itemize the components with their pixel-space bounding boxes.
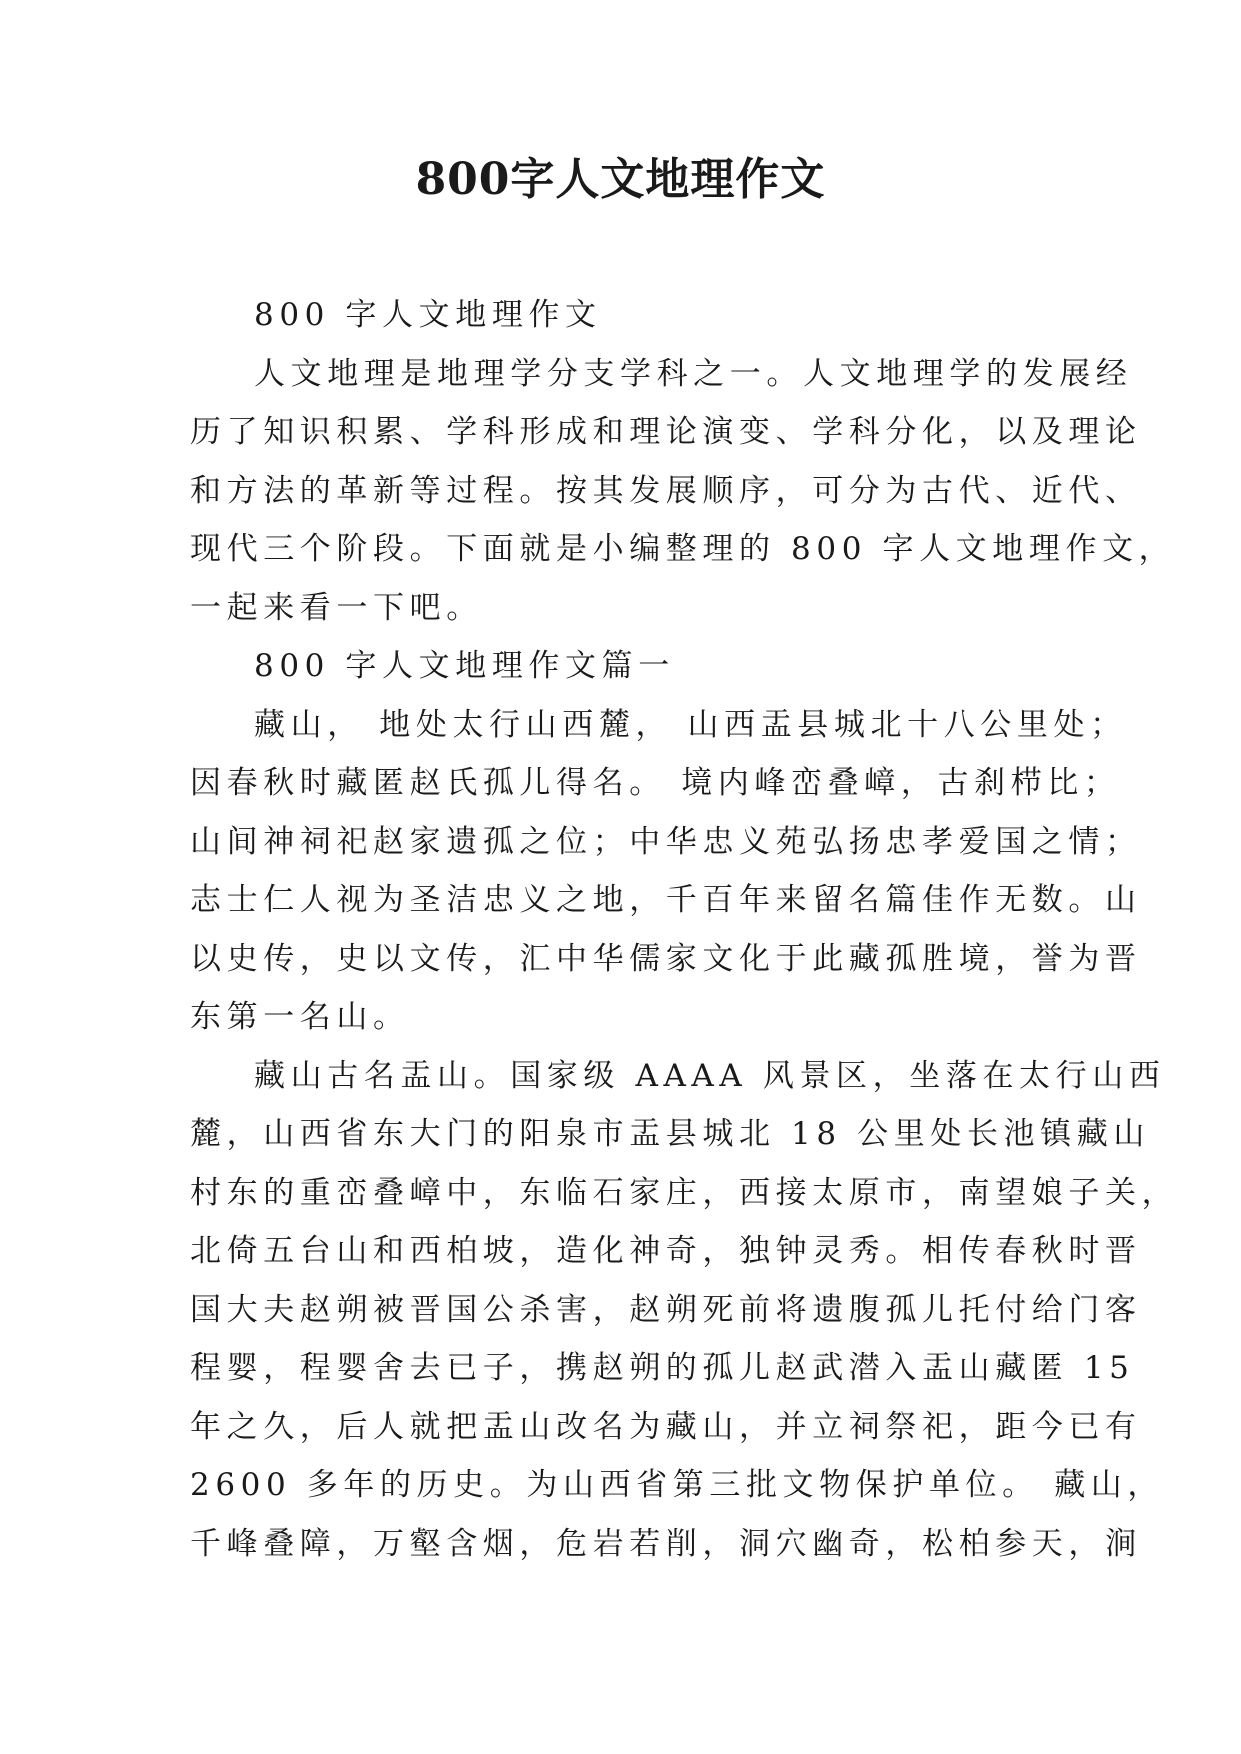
paragraph-line: 麓，山西省东大门的阳泉市盂县城北 18 公里处长池镇藏山 (190, 1116, 1150, 1152)
paragraph-line: 因春秋时藏匿赵氏孤儿得名。 境内峰峦叠嶂，古刹栉比； (190, 765, 1121, 801)
paragraph-line: 村东的重峦叠嶂中，东临石家庄，西接太原市，南望娘子关， (190, 1174, 1179, 1211)
section-heading-line: 800 字人文地理作文篇一 (254, 648, 675, 684)
paragraph-line: 东第一名山。 (190, 999, 410, 1035)
paragraph-line: 藏山， 地处太行山西麓， 山西盂县城北十八公里处； (254, 706, 1127, 743)
paragraph-line: 志士仁人视为圣洁忠义之地，千百年来留名篇佳作无数。山 (190, 882, 1142, 918)
paragraph-line: 以史传，史以文传，汇中华儒家文化于此藏孤胜境，誉为晋 (190, 940, 1142, 977)
document-body (190, 286, 1179, 1573)
paragraph-line: 人文地理是地理学分支学科之一。人文地理学的发展经 (254, 355, 1133, 392)
paragraph-line: 程婴，程婴舍去已子，携赵朔的孤儿赵武潜入盂山藏匿 15 (190, 1350, 1135, 1386)
paragraph-line: 北倚五台山和西柏坡，造化神奇，独钟灵秀。相传春秋时晋 (190, 1233, 1142, 1269)
paragraph-line: 山间神祠祀赵家遗孤之位；中华忠义苑弘扬忠孝爱国之情； (190, 823, 1142, 860)
paragraph-line: 一起来看一下吧。 (190, 589, 483, 626)
heading-line: 800 字人文地理作文 (254, 297, 602, 333)
paragraph-line: 2600 多年的历史。为山西省第三批文物保护单位。 藏山， (190, 1467, 1164, 1503)
paragraph-line: 和方法的革新等过程。按其发展顺序，可分为古代、近代、 (190, 472, 1142, 509)
paragraph-line: 年之久，后人就把盂山改名为藏山，并立祠祭祀，距今已有 (190, 1408, 1142, 1445)
paragraph-line: 藏山古名盂山。国家级 AAAA 风景区，坐落在太行山西 (254, 1057, 1166, 1094)
paragraph-line: 历了知识积累、学科形成和理论演变、学科分化，以及理论 (190, 414, 1142, 450)
paragraph-line: 现代三个阶段。下面就是小编整理的 800 字人文地理作文， (190, 531, 1176, 567)
paragraph-line: 千峰叠障，万壑含烟，危岩若削，洞穴幽奇，松柏参天，涧 (190, 1525, 1142, 1562)
document-title: 800字人文地理作文 (415, 154, 826, 205)
paragraph-line: 国大夫赵朔被晋国公杀害，赵朔死前将遗腹孤儿托付给门客 (190, 1291, 1142, 1328)
